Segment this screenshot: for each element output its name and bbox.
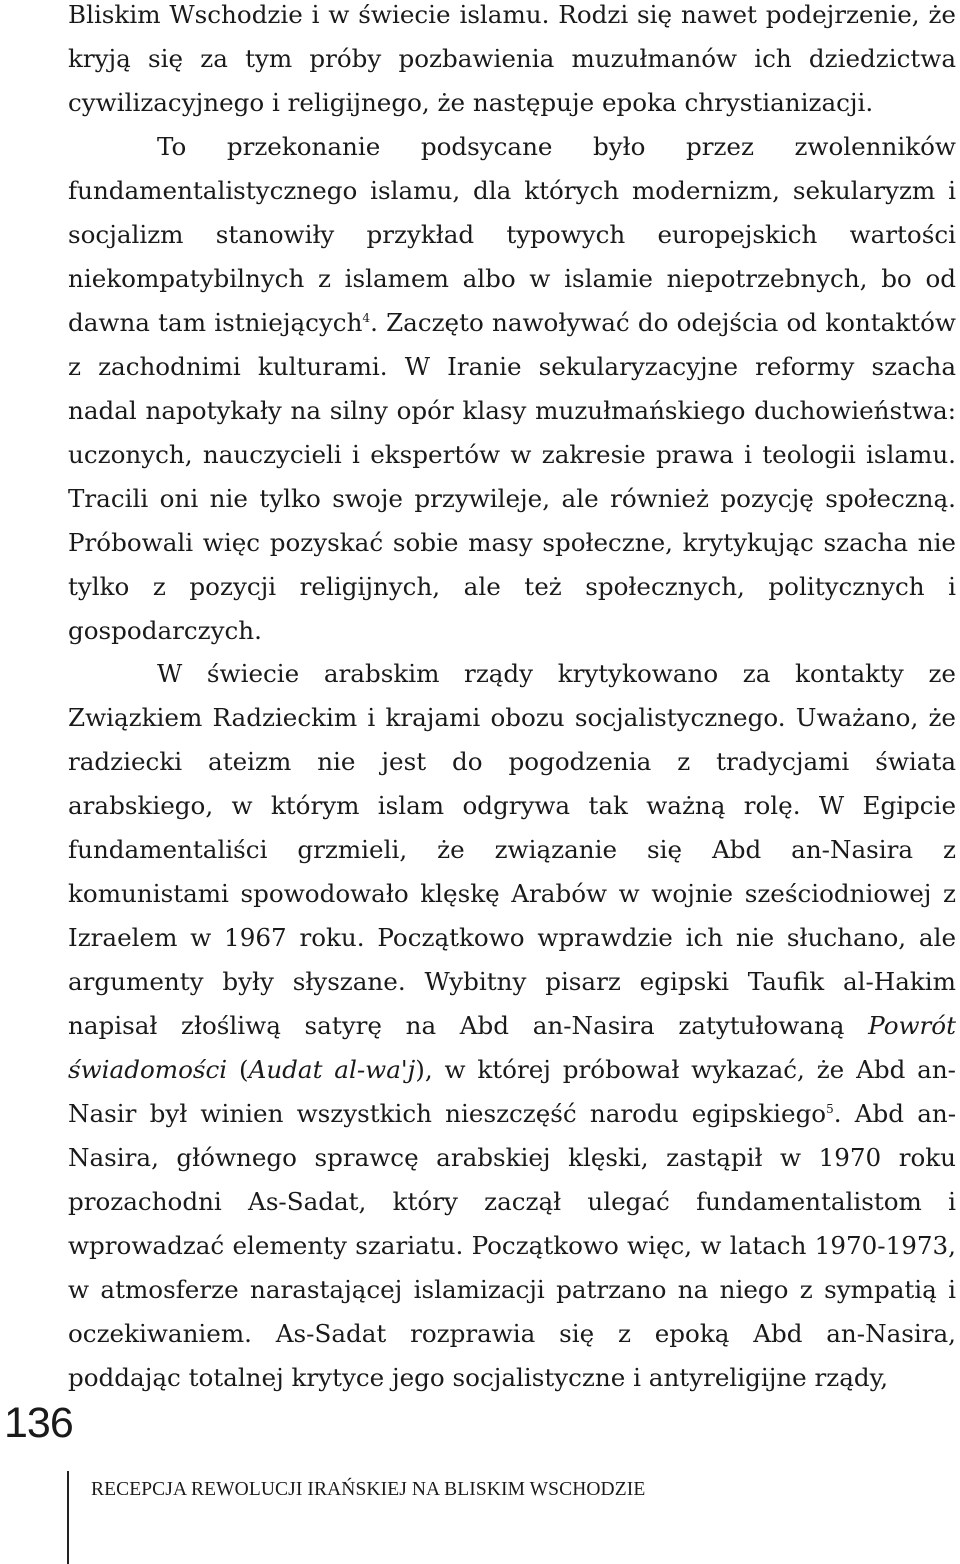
paragraph-text: ( (227, 1055, 249, 1084)
footnote-ref-4[interactable]: 4 (362, 311, 371, 325)
page-number: 136 (4, 1399, 73, 1447)
paragraph-fundamentalism (68, 125, 956, 653)
paragraph-text: . Abd an-Nasira, głównego sprawcę arabskiej klęski, zastąpił w 1970 roku prozachodni As-Sadat, który zaczął ulegać fundamentalistom i wprowadzać elementy szariatu. Początkowo więc, w latach 1970-1973, w atmosferze narastającej islamizacji patrzano na niego z sympatią i oczekiwaniem. As-Sadat rozprawia się z epoką Abd an-Nasira, poddając totalnej krytyce jego socjalistyczne i antyreligijne rządy, (68, 1099, 957, 1392)
footnote-ref-5[interactable]: 5 (826, 1102, 834, 1116)
paragraph-text: ), w której próbował wykazać, że Abd an-Nasir był winien wszystkich nieszczęść narodu egipskiego (68, 1055, 956, 1128)
paragraph-continuation (68, 0, 956, 125)
paragraph-arab-world (68, 652, 956, 1400)
paragraph-text: To przekonanie podsycane było przez zwolenników fundamentalistycznego islamu, dla których modernizm, sekularyzm i socjalizm stanowiły przykład typowych europejskich wartości niekompatybilnych z islamem albo w islamie niepotrzebnych, bo od dawna tam istniejących (68, 132, 956, 337)
paragraph-text: W świecie arabskim rządy krytykowano za kontakty ze Związkiem Radzieckim i krajami obozu socjalistycznego. Uważano, że radziecki ateizm nie jest do pogodzenia z tradycjami świata arabskiego, w którym islam odgrywa tak ważną rolę. W Egipcie fundamentaliści grzmieli, że związanie się Abd an-Nasira z komunistami spowodowało klęskę Arabów w wojnie sześciodniowej z Izraelem w 1967 roku. Początkowo wprawdzie ich nie słuchano, ale argumenty były słyszane. Wybitny pisarz egipski Taufik al-Hakim napisał złośliwą satyrę na Abd an-Nasira zatytułowaną (68, 659, 956, 1040)
running-footer: RECEPCJA REWOLUCJI IRAŃSKIEJ NA BLISKIM WSCHODZIE (91, 1479, 646, 1500)
lower-text-block (68, 652, 956, 1400)
paragraph-text: Bliskim Wschodzie i w świecie islamu. Rodzi się nawet podejrzenie, że kryją się za tym próby pozbawienia muzułmanów ich dziedzictwa cywilizacyjnego i religijnego, że następuje epoka chrystianizacji. (68, 0, 956, 117)
footer-divider (67, 1471, 69, 1564)
book-title-arabic: Audat al-wa'j (248, 1055, 416, 1084)
paragraph-text: . Zaczęto nawoływać do odejścia od kontaktów z zachodnimi kulturami. W Iranie sekularyzacyjne reformy szacha nadal napotykały na silny opór klasy muzułmańskiego duchowieństwa: uczonych, nauczycieli i ekspertów w zakresie prawa i teologii islamu. Tracili oni nie tylko swoje przywileje, ale również pozycję społeczną. Próbowali więc pozyskać sobie masy społeczne, krytykując szacha nie tylko z pozycji religijnych, ale też społecznych, politycznych i gospodarczych. (68, 308, 956, 645)
upper-text-block (68, 0, 956, 653)
book-title-polish: Powrót świadomości (68, 1011, 956, 1084)
